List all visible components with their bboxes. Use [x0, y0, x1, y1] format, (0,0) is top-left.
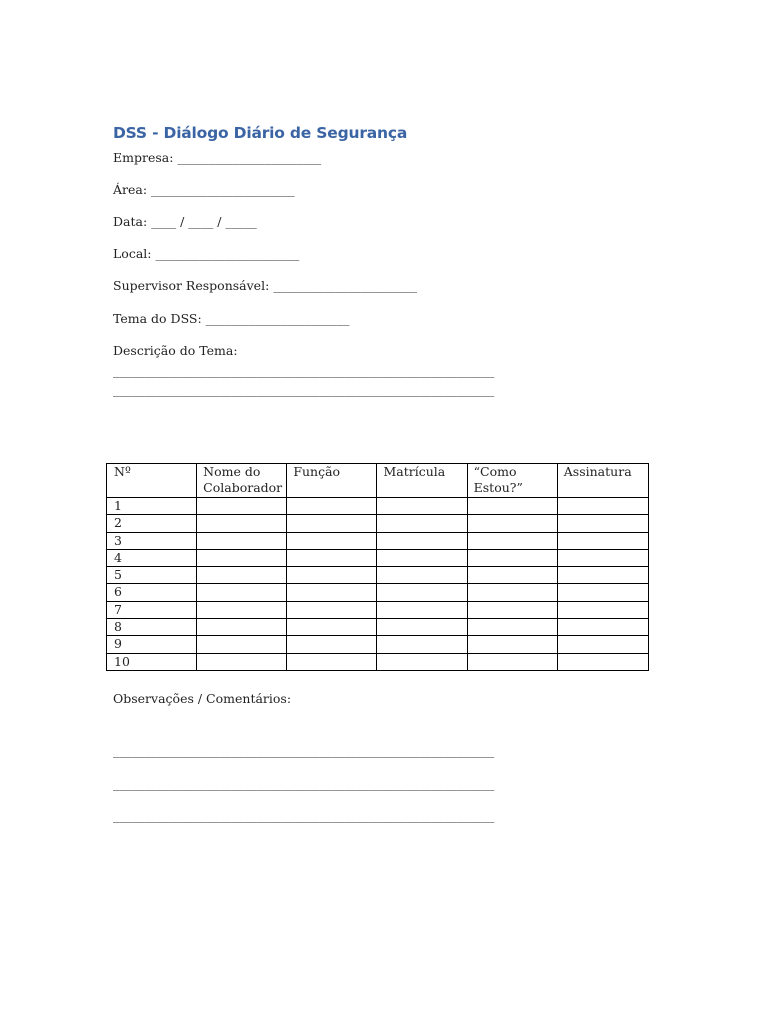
- cell-assinatura[interactable]: [557, 653, 648, 670]
- table-row: [107, 515, 649, 532]
- cell-matricula[interactable]: [377, 653, 467, 670]
- row-number: 7: [107, 601, 197, 618]
- cell-funcao[interactable]: [287, 498, 377, 515]
- header-como-estou: “Como Estou?”: [467, 464, 557, 498]
- row-number: 6: [107, 584, 197, 601]
- cell-matricula[interactable]: [377, 636, 467, 653]
- row-number: 4: [107, 549, 197, 566]
- row-number: 2: [107, 515, 197, 532]
- descricao-line: _____________________________________________________________: [113, 382, 495, 397]
- cell-assinatura[interactable]: [557, 601, 648, 618]
- cell-nome[interactable]: [197, 515, 287, 532]
- cell-assinatura[interactable]: [557, 619, 648, 636]
- cell-funcao[interactable]: [287, 532, 377, 549]
- cell-funcao[interactable]: [287, 515, 377, 532]
- cell-matricula[interactable]: [377, 584, 467, 601]
- cell-matricula[interactable]: [377, 619, 467, 636]
- cell-assinatura[interactable]: [557, 549, 648, 566]
- cell-como-estou[interactable]: [467, 584, 557, 601]
- attendance-table: [106, 463, 649, 671]
- cell-matricula[interactable]: [377, 532, 467, 549]
- document-title: DSS - Diálogo Diário de Segurança: [113, 124, 408, 142]
- cell-como-estou[interactable]: [467, 601, 557, 618]
- observacoes-line: _____________________________________________________________: [113, 776, 495, 791]
- cell-como-estou[interactable]: [467, 515, 557, 532]
- area-field: Área: _______________________: [113, 182, 295, 197]
- header-assinatura: Assinatura: [557, 464, 648, 498]
- tema-field: Tema do DSS: _______________________: [113, 311, 350, 326]
- supervisor-field: Supervisor Responsável: _______________________: [113, 278, 417, 293]
- cell-assinatura[interactable]: [557, 567, 648, 584]
- cell-como-estou[interactable]: [467, 549, 557, 566]
- table-row: [107, 636, 649, 653]
- local-field: Local: _______________________: [113, 246, 300, 261]
- cell-funcao[interactable]: [287, 567, 377, 584]
- table-row: [107, 532, 649, 549]
- header-matricula: Matrícula: [377, 464, 467, 498]
- cell-matricula[interactable]: [377, 549, 467, 566]
- cell-nome[interactable]: [197, 532, 287, 549]
- cell-nome[interactable]: [197, 549, 287, 566]
- table-row: [107, 549, 649, 566]
- row-number: 8: [107, 619, 197, 636]
- cell-funcao[interactable]: [287, 601, 377, 618]
- table-row: [107, 567, 649, 584]
- cell-funcao[interactable]: [287, 549, 377, 566]
- cell-nome[interactable]: [197, 601, 287, 618]
- cell-como-estou[interactable]: [467, 636, 557, 653]
- cell-nome[interactable]: [197, 619, 287, 636]
- cell-nome[interactable]: [197, 498, 287, 515]
- cell-assinatura[interactable]: [557, 498, 648, 515]
- cell-como-estou[interactable]: [467, 498, 557, 515]
- observacoes-line: _____________________________________________________________: [113, 743, 495, 758]
- cell-como-estou[interactable]: [467, 653, 557, 670]
- cell-nome[interactable]: [197, 584, 287, 601]
- row-number: 1: [107, 498, 197, 515]
- row-number: 5: [107, 567, 197, 584]
- cell-funcao[interactable]: [287, 653, 377, 670]
- table-row: [107, 619, 649, 636]
- cell-funcao[interactable]: [287, 636, 377, 653]
- table-row: [107, 601, 649, 618]
- cell-nome[interactable]: [197, 653, 287, 670]
- cell-como-estou[interactable]: [467, 619, 557, 636]
- row-number: 10: [107, 653, 197, 670]
- header-funcao: Função: [287, 464, 377, 498]
- cell-assinatura[interactable]: [557, 532, 648, 549]
- cell-funcao[interactable]: [287, 619, 377, 636]
- descricao-line: _____________________________________________________________: [113, 363, 495, 378]
- cell-matricula[interactable]: [377, 498, 467, 515]
- cell-matricula[interactable]: [377, 601, 467, 618]
- cell-nome[interactable]: [197, 567, 287, 584]
- cell-matricula[interactable]: [377, 515, 467, 532]
- cell-matricula[interactable]: [377, 567, 467, 584]
- descricao-label: Descrição do Tema:: [113, 343, 238, 358]
- row-number: 9: [107, 636, 197, 653]
- cell-como-estou[interactable]: [467, 532, 557, 549]
- table-row: [107, 653, 649, 670]
- data-field: Data: ____ / ____ / _____: [113, 214, 257, 229]
- cell-como-estou[interactable]: [467, 567, 557, 584]
- header-numero: Nº: [107, 464, 197, 498]
- cell-assinatura[interactable]: [557, 515, 648, 532]
- cell-nome[interactable]: [197, 636, 287, 653]
- empresa-field: Empresa: _______________________: [113, 150, 322, 165]
- table-row: [107, 498, 649, 515]
- cell-assinatura[interactable]: [557, 636, 648, 653]
- observacoes-label: Observações / Comentários:: [113, 691, 292, 706]
- header-nome-colaborador: Nome do Colaborador: [197, 464, 287, 498]
- observacoes-line: _____________________________________________________________: [113, 808, 495, 823]
- cell-funcao[interactable]: [287, 584, 377, 601]
- table-row: [107, 584, 649, 601]
- cell-assinatura[interactable]: [557, 584, 648, 601]
- table-header-row: [107, 464, 649, 498]
- row-number: 3: [107, 532, 197, 549]
